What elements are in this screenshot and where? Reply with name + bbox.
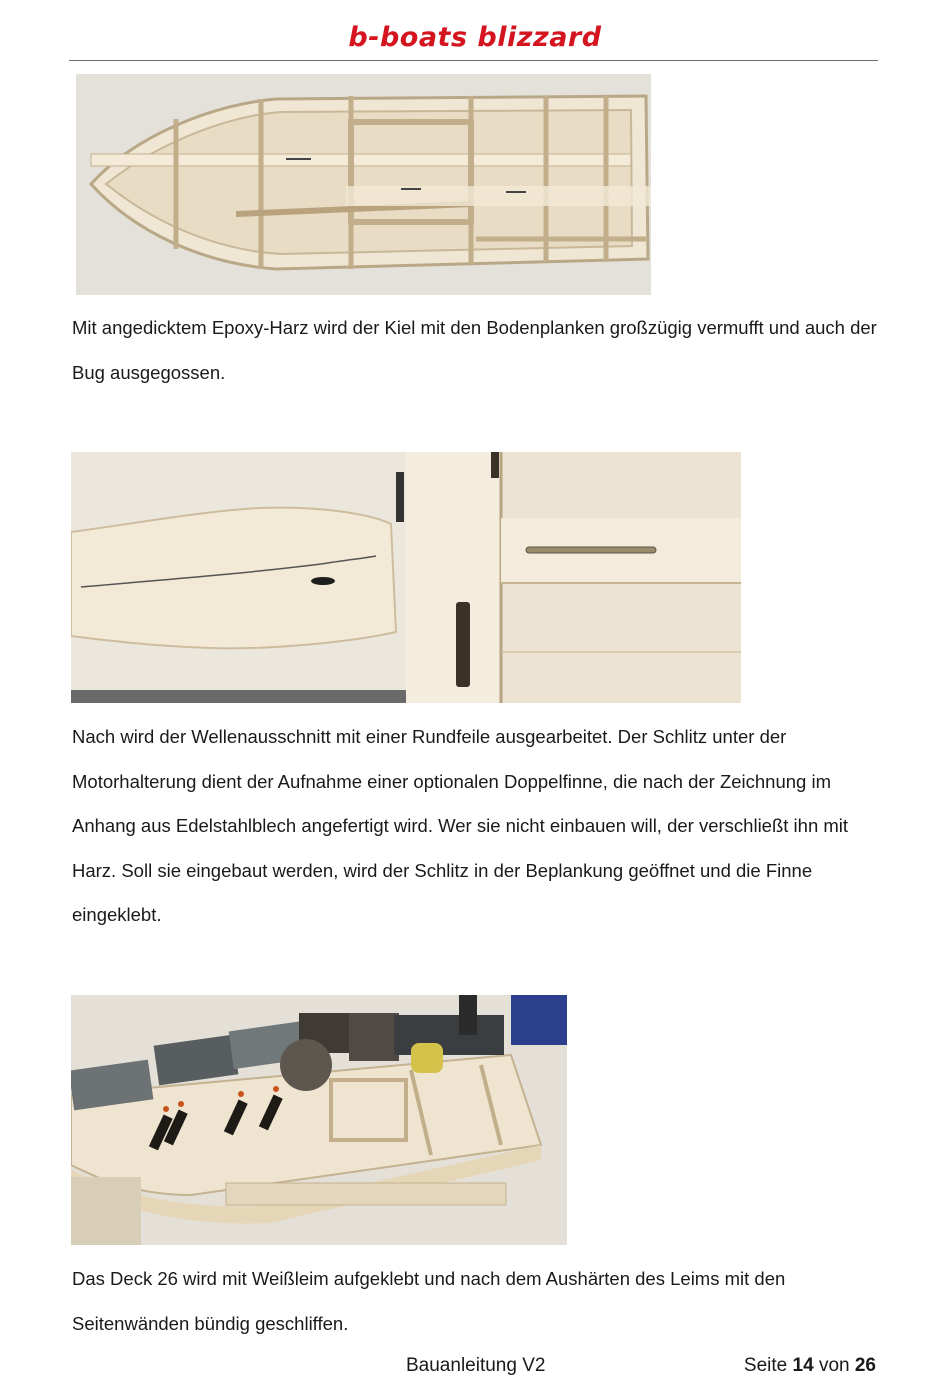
paragraph-shaft-cutout: Nach wird der Wellenausschnitt mit einer Rundfeile ausgearbeitet. Der Schlitz unter der Motorhalterung dient der Aufnahme einer optionalen Doppelfinne, die nach der Zeichnung im Anhang aus Edelstahlblech angefertigt wird. Wer sie nicht einbauen will, der verschließt ihn mit Harz. Soll sie eingebaut werden, wird der Schlitz in der Beplankung geöffnet und die Finne eingeklebt. (72, 726, 849, 925)
page-current: 14 (792, 1355, 814, 1376)
page-prefix: Seite (743, 1355, 788, 1376)
photo-shaft-cutout (71, 452, 741, 703)
footer-document-label: Bauanleitung V2 (406, 1355, 546, 1376)
page-total: 26 (854, 1355, 876, 1376)
page-separator: von (818, 1355, 850, 1376)
photo-hull-frame (76, 74, 651, 295)
footer-page-number (744, 1355, 876, 1377)
paragraph-deck-gluing: Das Deck 26 wird mit Weißleim aufgeklebt und nach dem Aushärten des Leims mit den Seitenwänden bündig geschliffen. (72, 1268, 786, 1334)
paragraph-epoxy-keel: Mit angedicktem Epoxy-Harz wird der Kiel mit den Bodenplanken großzügig vermufft und auch der Bug ausgegossen. (72, 317, 877, 383)
document-header-title: b-boats blizzard (348, 22, 602, 53)
header-divider (69, 60, 878, 61)
photo-deck-gluing (71, 995, 567, 1245)
